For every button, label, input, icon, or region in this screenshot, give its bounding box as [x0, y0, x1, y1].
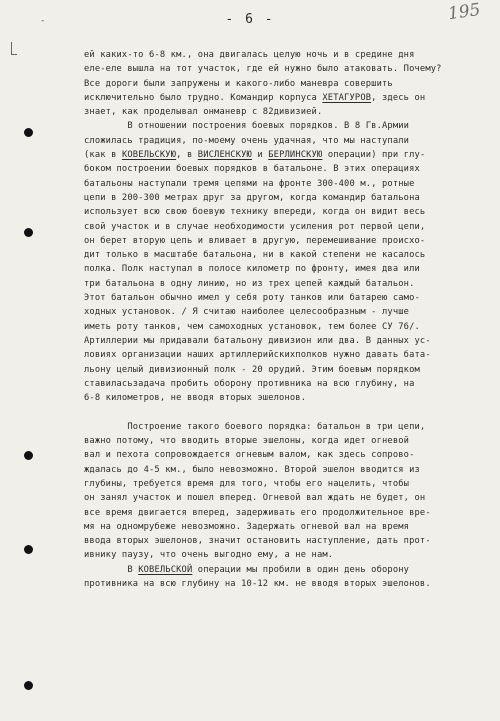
text-line [84, 334, 476, 348]
text-line [84, 320, 476, 334]
text-line [84, 262, 476, 276]
text-run: ей каких-то 6-8 км., она двигалась целую ночь и в средине дня [84, 50, 415, 60]
text-line [84, 548, 476, 562]
text-run: три батальона в одну линию, но из трех цепей каждый батальон. [84, 278, 415, 289]
underlined-name: ХЕТАГУРОВ [322, 92, 372, 103]
text-run: 6-8 километров, не вводя вторых эшелонов. [84, 393, 307, 404]
text-line [84, 119, 476, 133]
text-line [84, 220, 476, 234]
text-line [84, 377, 476, 391]
text-line [84, 463, 476, 477]
text-run: (как в [84, 150, 122, 161]
text-line [84, 420, 476, 434]
paragraph [84, 119, 476, 405]
text-line [84, 234, 476, 248]
text-run: ходных установок. / Я считаю наиболее целесообразным - лучше [84, 307, 410, 318]
punch-hole [24, 128, 33, 137]
text-run: ждалась до 4-5 км., было невозможно. Второй эшелон вводится из [84, 464, 420, 475]
text-line [84, 177, 476, 191]
underlined-name: ВИСЛЕНСКУЮ [197, 150, 252, 161]
text-line [84, 448, 476, 462]
underlined-name: КОВЕЛЬСКОЙ [138, 564, 193, 575]
text-line [84, 134, 476, 148]
text-run: знает, как проделывал онманевр с 82дивизией. [84, 107, 323, 118]
text-line [84, 363, 476, 377]
text-run: операции) при глу- [322, 150, 426, 161]
text-line [84, 105, 476, 119]
text-line [84, 291, 476, 305]
text-line [84, 534, 476, 548]
text-run: ввода вторых эшелонов, значит остановить наступление, дать прот- [84, 536, 431, 547]
page-number: - 6 - [225, 12, 275, 27]
punch-hole [24, 228, 33, 237]
text-run: ставиласьзадача пробить оборону противника на всю глубину, на [84, 378, 415, 389]
text-run: важно потому, что вводить вторые эшелоны, когда идет огневой [84, 436, 410, 447]
text-line [84, 48, 476, 62]
text-run: вал и пехота сопровождается огневым валом, как здесь сопрово- [84, 450, 415, 461]
text-run: ивнику паузу, что очень выгодно ему, а не нам. [84, 550, 334, 561]
text-line [84, 520, 476, 534]
edge-pencil-mark [11, 42, 17, 55]
text-run: противника на всю глубину на 10-12 км. не вводя вторых эшелонов. [84, 578, 431, 589]
text-line [84, 162, 476, 176]
text-line [84, 305, 476, 319]
text-line [84, 277, 476, 291]
text-run: и [251, 150, 269, 161]
text-run: сложилась традиция, по-моему очень удачная, что мы наступали [84, 135, 410, 146]
text-line [84, 348, 476, 362]
text-run: он берет вторую цепь и вливает в другую, перемешивание происхо- [84, 235, 426, 246]
paragraph [84, 420, 476, 592]
document-body [84, 48, 476, 591]
text-run: иметь роту танков, чем самоходных установок, тем более СУ 76/. [84, 321, 420, 332]
text-run: Этот батальон обычно имел у себя роту танков или батарею само- [84, 293, 420, 304]
paragraph-gap [84, 405, 476, 419]
text-run: мя на одномрубеже невозможно. Задержать огневой вал на время [84, 521, 410, 532]
underlined-name: БЕРЛИНСКУЮ [268, 150, 323, 161]
text-line [84, 477, 476, 491]
text-run: боком построении боевых порядков в батальоне. В этих операциях [84, 164, 420, 175]
text-run: еле-еле вышла на тот участок, где ей нужно было атаковать. Почему? [84, 64, 442, 75]
text-run: Артиллерии мы придавали батальону дивизион или два. В данных ус- [84, 335, 431, 346]
text-run: льону целый дивизионный полк - 20 орудий. Этим боевым порядком [84, 364, 420, 375]
text-line [84, 563, 476, 577]
text-line [84, 434, 476, 448]
text-run: Построение такого боевого порядка: батальон в три цепи, [84, 421, 426, 432]
text-line [84, 248, 476, 262]
text-run: глубины, требуется время для того, чтобы его нацелить, чтобы [84, 478, 410, 489]
text-line [84, 148, 476, 162]
text-line [84, 491, 476, 505]
text-run: операции мы пробили в один день оборону [192, 564, 410, 575]
text-run: дит только в масштабе батальона, ни в какой степени не касалось [84, 250, 426, 261]
underlined-name: КОВЕЛЬСКУЮ [121, 150, 177, 161]
text-line [84, 77, 476, 91]
punch-hole [24, 451, 33, 460]
text-run: , в [176, 150, 198, 161]
text-line [84, 91, 476, 105]
text-line [84, 391, 476, 405]
text-run: В [84, 564, 139, 575]
punch-hole [24, 545, 33, 554]
text-run: все время двигается вперед, задерживать его продолжительное вре- [84, 507, 431, 518]
text-run: исключительно было трудно. Командир корпуса [84, 92, 323, 103]
text-run: он занял участок и пошел вперед. Огневой вал ждать не будет, он [84, 493, 426, 504]
text-run: использует всю свою боевую технику впереди, когда он видит весь [84, 207, 426, 218]
text-run: полка. Полк наступал в полосе километр по фронту, имея два или [84, 264, 420, 275]
text-run: В отношении построения боевых порядков. В 8 Гв.Армии [84, 121, 410, 132]
text-line [84, 205, 476, 219]
text-run: свой участок и в случае необходимости усиления рот первой цепи, [84, 221, 426, 232]
text-line [84, 62, 476, 76]
text-line [84, 191, 476, 205]
corner-mark: - [40, 16, 46, 26]
text-run: цепи в 200-300 метрах друг за другом, когда командир батальона [84, 192, 420, 203]
text-run: , здесь он [371, 92, 426, 103]
paragraph [84, 48, 476, 119]
text-run: ловиях организации наших артиллерийскихполков нужно давать бата- [84, 350, 431, 361]
text-run: батальоны наступали тремя цепями на фронте 300-400 м., ротные [84, 178, 415, 189]
text-line [84, 577, 476, 591]
text-run: Все дороги были запружены и какого-либо маневра совершить [84, 78, 393, 89]
text-line [84, 506, 476, 520]
sheet-number-handwritten: 195 [446, 0, 482, 25]
punch-hole [24, 681, 33, 690]
